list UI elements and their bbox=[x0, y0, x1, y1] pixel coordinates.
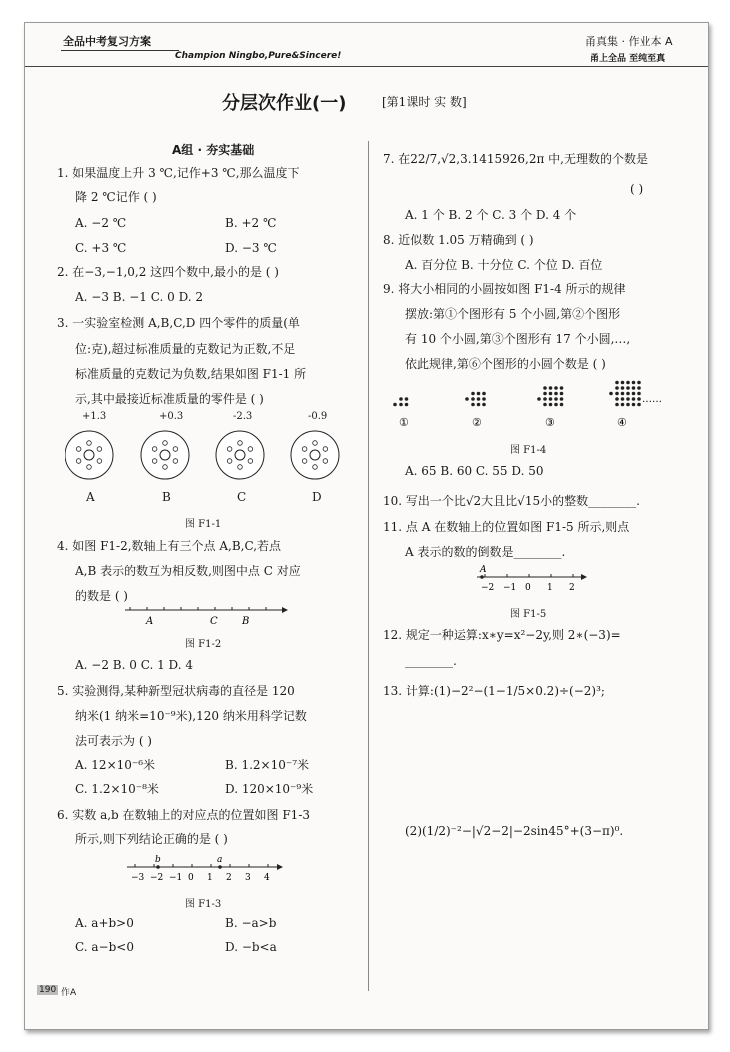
caption-f1-5: 图 F1-5 bbox=[510, 609, 547, 620]
point-b bbox=[156, 865, 160, 869]
part-disc bbox=[65, 431, 113, 479]
q5-line1: 5. 实验测得,某种新型冠状病毒的直径是 120 bbox=[57, 684, 295, 698]
pattern-dot bbox=[393, 403, 397, 407]
figure-f1-4 bbox=[387, 378, 687, 433]
part-a-value: +1.3 bbox=[82, 411, 107, 422]
header-series-title: 全品中考复习方案 bbox=[63, 35, 151, 48]
q6-option-a: A. a+b>0 bbox=[75, 916, 134, 930]
q10-line1: 10. 写出一个比√2大且比√15小的整数________. bbox=[383, 494, 640, 508]
pattern-dot bbox=[554, 392, 558, 396]
q12-line1: 12. 规定一种运算:x∗y=x²−2y,则 2∗(−3)= bbox=[383, 628, 621, 642]
pattern-dot bbox=[549, 392, 553, 396]
tick-label: 4 bbox=[264, 873, 270, 883]
pattern-dot bbox=[621, 403, 625, 407]
part-disc bbox=[141, 431, 189, 479]
q7-options: A. 1 个 B. 2 个 C. 3 个 D. 4 个 bbox=[405, 208, 577, 222]
pattern-label-1: ① bbox=[399, 416, 409, 429]
q5-line3: 法可表示为 ( ) bbox=[75, 734, 152, 748]
q6-option-b: B. −a>b bbox=[225, 916, 277, 930]
column-divider bbox=[368, 141, 369, 991]
pattern-dot bbox=[615, 392, 619, 396]
pattern-dot bbox=[477, 397, 481, 401]
pattern-dot bbox=[471, 403, 475, 407]
pattern-dot bbox=[471, 392, 475, 396]
pattern-dot bbox=[637, 403, 641, 407]
pattern-dot bbox=[554, 386, 558, 390]
pattern-dot bbox=[399, 397, 403, 401]
q4-line1: 4. 如图 F1-2,数轴上有三个点 A,B,C,若点 bbox=[57, 539, 282, 553]
q13-line2: (2)(1/2)⁻²−|√2−2|−2sin45°+(3−π)⁰. bbox=[405, 824, 624, 838]
pattern-dot bbox=[405, 403, 409, 407]
pattern-dot bbox=[399, 403, 403, 407]
pattern-dot bbox=[615, 397, 619, 401]
q3-line2: 位:克),超过标准质量的克数记为正数,不足 bbox=[75, 342, 296, 356]
pattern-dot bbox=[632, 392, 636, 396]
q3-line4: 示,其中最接近标准质量的零件是 ( ) bbox=[75, 392, 264, 406]
pattern-dot bbox=[626, 403, 630, 407]
pattern-dot bbox=[615, 403, 619, 407]
tick-label: 0 bbox=[525, 583, 531, 593]
tick-label: −2 bbox=[481, 583, 495, 593]
pattern-dot bbox=[482, 392, 486, 396]
figure-f1-5 bbox=[473, 563, 593, 599]
q4-options: A. −2 B. 0 C. 1 D. 4 bbox=[75, 658, 193, 672]
q1-option-d: D. −3 ℃ bbox=[225, 241, 277, 255]
pattern-dot bbox=[554, 397, 558, 401]
q4-line2: A,B 表示的数互为相反数,则图中点 C 对应 bbox=[75, 564, 301, 578]
pattern-dot bbox=[477, 392, 481, 396]
pattern-label-4: ④ bbox=[617, 416, 627, 429]
page-title: 分层次作业(一) bbox=[222, 93, 347, 114]
q6-line1: 6. 实数 a,b 在数轴上的对应点的位置如图 F1-3 bbox=[57, 808, 311, 822]
pattern-dot bbox=[621, 397, 625, 401]
tick-label: 1 bbox=[547, 583, 553, 593]
q9-line1: 9. 将大小相同的小圆按如图 F1-4 所示的规律 bbox=[383, 282, 626, 296]
page-frame bbox=[24, 22, 709, 1030]
part-disc bbox=[291, 431, 339, 479]
q4-line3: 的数是 ( ) bbox=[75, 589, 128, 603]
figure-f1-1 bbox=[65, 411, 355, 521]
pattern-dot bbox=[609, 392, 613, 396]
group-a-heading: A组 · 夯实基础 bbox=[172, 143, 255, 157]
pattern-dot bbox=[637, 392, 641, 396]
pattern-dot bbox=[615, 381, 619, 385]
q3-line1: 3. 一实验室检测 A,B,C,D 四个零件的质量(单 bbox=[57, 316, 300, 330]
point-b-label: b bbox=[155, 855, 161, 865]
part-c-label: C bbox=[237, 490, 247, 504]
q13-line1: 13. 计算:(1)−2²−(1−1/5×0.2)÷(−2)³; bbox=[383, 684, 605, 698]
pattern-dot bbox=[543, 392, 547, 396]
pattern-dot bbox=[549, 397, 553, 401]
q11-line1: 11. 点 A 在数轴上的位置如图 F1-5 所示,则点 bbox=[383, 520, 630, 534]
point-a-label: a bbox=[217, 855, 223, 865]
q7-line1: 7. 在22/7,√2,3.1415926,2π 中,无理数的个数是 bbox=[383, 152, 648, 166]
header-rule bbox=[25, 66, 708, 67]
q9-line3: 有 10 个小圆,第③个图形有 17 个小圆,…, bbox=[405, 332, 631, 346]
caption-f1-4: 图 F1-4 bbox=[510, 445, 547, 456]
q9-line4: 依此规律,第⑥个图形的小圆个数是 ( ) bbox=[405, 357, 606, 371]
q5-line2: 纳米(1 纳米=10⁻⁹米),120 纳米用科学记数 bbox=[75, 709, 307, 723]
q5-option-d: D. 120×10⁻⁹米 bbox=[225, 782, 314, 796]
tick-label: −3 bbox=[131, 873, 145, 883]
q6-option-c: C. a−b<0 bbox=[75, 940, 134, 954]
page-tag: 作A bbox=[61, 988, 77, 998]
part-b-value: +0.3 bbox=[159, 411, 184, 422]
tick-label: 2 bbox=[226, 873, 232, 883]
figure-f1-2 bbox=[120, 598, 295, 628]
q5-option-a: A. 12×10⁻⁶米 bbox=[75, 758, 156, 772]
pattern-dot bbox=[560, 392, 564, 396]
pattern-dot bbox=[549, 403, 553, 407]
part-a-label: A bbox=[86, 490, 95, 504]
header-slogan-en: Champion Ningbo,Pure&Sincere! bbox=[175, 51, 342, 61]
pattern-dot bbox=[405, 397, 409, 401]
point-a bbox=[218, 865, 222, 869]
tick-label: −1 bbox=[169, 873, 183, 883]
q12-line2: ________. bbox=[405, 654, 457, 668]
q1-option-a: A. −2 ℃ bbox=[75, 216, 127, 230]
pattern-dot bbox=[560, 397, 564, 401]
pattern-dot bbox=[543, 397, 547, 401]
parts-drawing bbox=[65, 425, 355, 485]
q2-line1: 2. 在−3,−1,0,2 这四个数中,最小的是 ( ) bbox=[57, 265, 279, 279]
pattern-dot bbox=[626, 381, 630, 385]
q6-line2: 所示,则下列结论正确的是 ( ) bbox=[75, 832, 228, 846]
pattern-dot bbox=[482, 403, 486, 407]
pattern-dot bbox=[471, 397, 475, 401]
tick-label: 0 bbox=[188, 873, 194, 883]
pattern-dot bbox=[465, 397, 469, 401]
pattern-dot bbox=[626, 386, 630, 390]
tick-label: 2 bbox=[569, 583, 575, 593]
pattern-dot bbox=[637, 386, 641, 390]
part-c-value: -2.3 bbox=[233, 411, 253, 422]
pattern-dot bbox=[621, 381, 625, 385]
pattern-dot bbox=[477, 403, 481, 407]
q7-paren: ( ) bbox=[630, 182, 644, 196]
point-a-label: A bbox=[480, 565, 487, 575]
point-a bbox=[480, 575, 484, 579]
tick-label: 1 bbox=[207, 873, 213, 883]
point-b-label: B bbox=[242, 616, 250, 627]
pattern-dot bbox=[554, 403, 558, 407]
point-a-label: A bbox=[146, 616, 154, 627]
header-slogan-cn: 甬上全品 至纯至真 bbox=[590, 54, 666, 64]
pattern-dot bbox=[632, 397, 636, 401]
pattern-dot bbox=[632, 381, 636, 385]
q8-line1: 8. 近似数 1.05 万精确到 ( ) bbox=[383, 233, 534, 247]
pattern-dot bbox=[543, 403, 547, 407]
part-disc bbox=[216, 431, 264, 479]
q1-option-c: C. +3 ℃ bbox=[75, 241, 127, 255]
header-book-title: 甬真集 · 作业本 A bbox=[585, 35, 673, 48]
q5-option-b: B. 1.2×10⁻⁷米 bbox=[225, 758, 310, 772]
lesson-subtitle: [第1课时 实 数] bbox=[382, 95, 467, 109]
q1-option-b: B. +2 ℃ bbox=[225, 216, 277, 230]
q1-line2: 降 2 ℃记作 ( ) bbox=[75, 190, 157, 204]
q9-line2: 摆放:第①个图形有 5 个小圆,第②个图形 bbox=[405, 307, 621, 321]
part-b-label: B bbox=[162, 490, 171, 504]
pattern-ellipsis: …… bbox=[642, 394, 662, 405]
point-c-label: C bbox=[210, 616, 218, 627]
caption-f1-1: 图 F1-1 bbox=[185, 519, 222, 530]
q5-option-c: C. 1.2×10⁻⁸米 bbox=[75, 782, 159, 796]
pattern-dot bbox=[549, 386, 553, 390]
q11-line2: A 表示的数的倒数是________. bbox=[405, 545, 566, 559]
tick-label: −2 bbox=[150, 873, 164, 883]
pattern-dot bbox=[560, 403, 564, 407]
pattern-dot bbox=[626, 397, 630, 401]
pattern-dot bbox=[537, 397, 541, 401]
page-number: 190 bbox=[39, 985, 57, 995]
pattern-dot bbox=[637, 397, 641, 401]
pattern-dot bbox=[560, 386, 564, 390]
part-d-label: D bbox=[312, 490, 322, 504]
q2-options: A. −3 B. −1 C. 0 D. 2 bbox=[75, 290, 204, 304]
pattern-label-3: ③ bbox=[545, 416, 555, 429]
pattern-label-2: ② bbox=[472, 416, 482, 429]
pattern-dot bbox=[626, 392, 630, 396]
pattern-dot bbox=[621, 386, 625, 390]
pattern-dot bbox=[632, 386, 636, 390]
pattern-dot bbox=[615, 386, 619, 390]
q8-options: A. 百分位 B. 十分位 C. 个位 D. 百位 bbox=[405, 258, 603, 272]
figure-f1-3 bbox=[125, 853, 285, 887]
tick-label: 3 bbox=[245, 873, 251, 883]
q9-options: A. 65 B. 60 C. 55 D. 50 bbox=[405, 464, 544, 478]
q1-line1: 1. 如果温度上升 3 ℃,记作+3 ℃,那么温度下 bbox=[57, 166, 300, 180]
header-divider bbox=[61, 50, 179, 51]
q3-line3: 标准质量的克数记为负数,结果如图 F1-1 所 bbox=[75, 367, 307, 381]
pattern-dot bbox=[632, 403, 636, 407]
pattern-dot bbox=[543, 386, 547, 390]
pattern-dot bbox=[482, 397, 486, 401]
pattern-dot bbox=[637, 381, 641, 385]
pattern-dot bbox=[621, 392, 625, 396]
tick-label: −1 bbox=[503, 583, 517, 593]
q6-option-d: D. −b<a bbox=[225, 940, 277, 954]
caption-f1-2: 图 F1-2 bbox=[185, 639, 222, 650]
caption-f1-3: 图 F1-3 bbox=[185, 899, 222, 910]
part-d-value: -0.9 bbox=[308, 411, 328, 422]
